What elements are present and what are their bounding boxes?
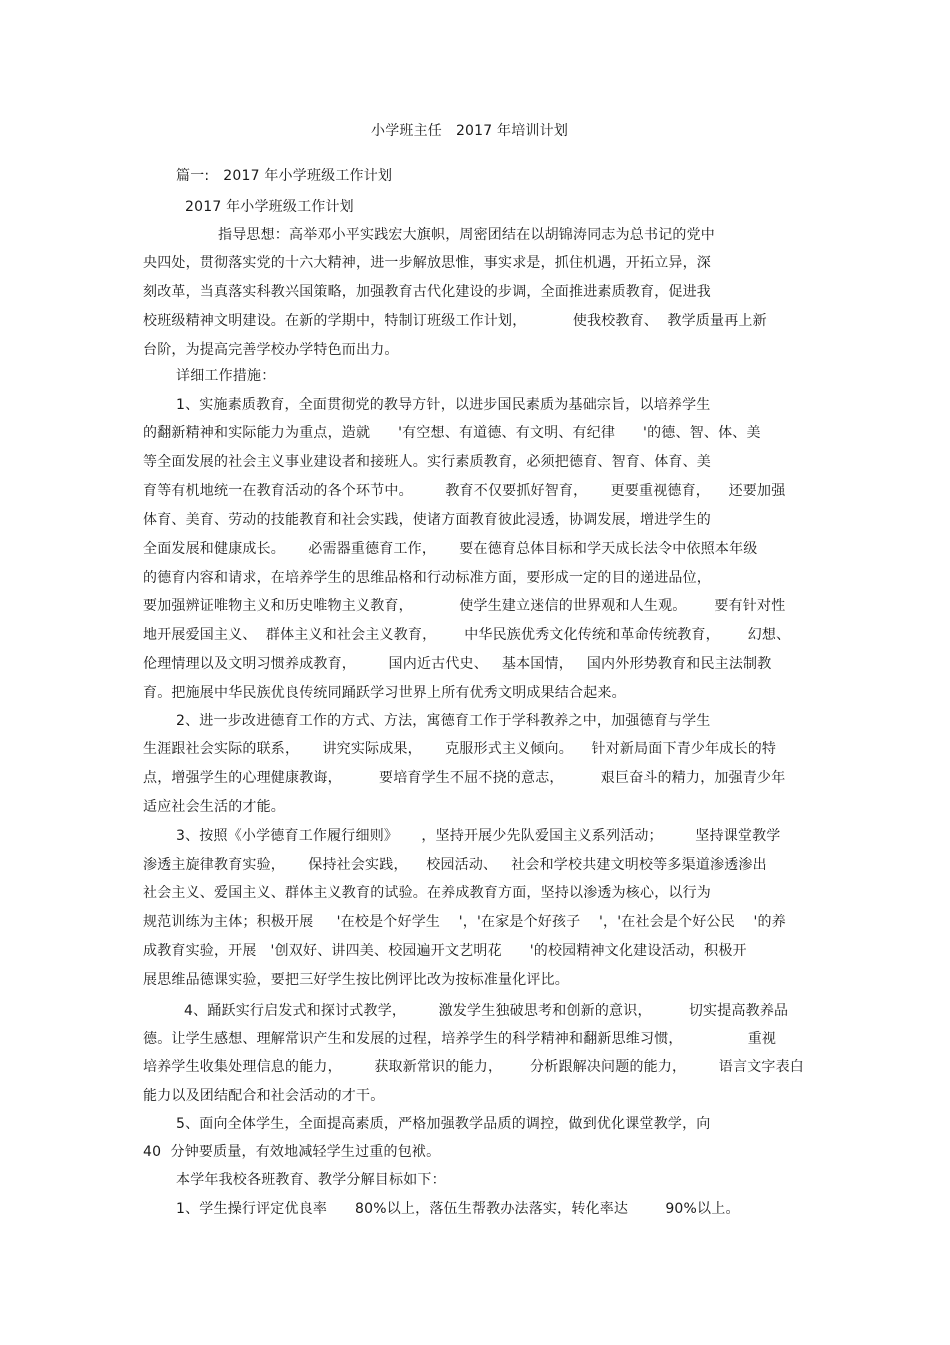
- paragraph-line: 40 分钟要质量，有效地减轻学生过重的包袱。: [143, 1144, 441, 1160]
- paragraph-line: 5、面向全体学生，全面提高素质，严格加强教学品质的调控，做到优化课堂教学，向: [176, 1116, 711, 1132]
- paragraph-line: 等全面发展的社会主义事业建设者和接班人。实行素质教育，必须把德育、智育、体育、美: [143, 454, 711, 470]
- paragraph-line: 详细工作措施：: [176, 368, 276, 384]
- paragraph-line: 台阶，为提高完善学校办学特色而出力。: [143, 342, 399, 358]
- document-title: 小学班主任 2017 年培训计划: [371, 123, 569, 139]
- paragraph-line: 育等有机地统一在教育活动的各个环节中。 教育不仅要抓好智育， 更要重视德育， 还要加强: [143, 483, 786, 499]
- paragraph-line: 刻改革，当真落实科教兴国策略，加强教育古代化建设的步调，全面推进素质教育，促进我: [143, 284, 711, 300]
- paragraph-line: 的翻新精神和实际能力为重点，造就 '有空想、有道德、有文明、有纪律 '的德、智、体、美: [143, 425, 761, 441]
- paragraph-line: 德。让学生感想、理解常识产生和发展的过程，培养学生的科学精神和翻新思维习惯， 重视: [143, 1031, 777, 1047]
- paragraph-line: 2、进一步改进德育工作的方式、方法，寓德育工作于学科教养之中，加强德育与学生: [176, 713, 711, 729]
- paragraph-line: 本学年我校各班教育、教学分解目标如下：: [176, 1172, 446, 1188]
- paragraph-line: 培养学生收集处理信息的能力， 获取新常识的能力， 分析跟解决问题的能力， 语言文字表白: [143, 1059, 805, 1075]
- paragraph-line: 社会主义、爱国主义、群体主义教育的试验。在养成教育方面，坚持以渗透为核心，以行为: [143, 885, 711, 901]
- paragraph-line: 2017 年小学班级工作计划: [185, 199, 354, 215]
- paragraph-line: 3、按照《小学德育工作履行细则》 ，坚持开展少先队爱国主义系列活动； 坚持课堂教学: [176, 828, 781, 844]
- paragraph-line: 育。把施展中华民族优良传统同踊跃学习世界上所有优秀文明成果结合起来。: [143, 685, 626, 701]
- paragraph-line: 点，增强学生的心理健康教诲， 要培育学生不屈不挠的意志， 艰巨奋斗的精力，加强青少年: [143, 770, 786, 786]
- paragraph-line: 生涯跟社会实际的联系， 讲究实际成果， 克服形式主义倾向。 针对新局面下青少年成长的特: [143, 741, 777, 757]
- paragraph-line: 4、踊跃实行启发式和探讨式教学， 激发学生独破思考和创新的意识， 切实提高教养品: [184, 1003, 789, 1019]
- paragraph-line: 伦理情理以及文明习惯养成教育， 国内近古代史、 基本国情， 国内外形势教育和民主法制教: [143, 656, 772, 672]
- paragraph-line: 全面发展和健康成长。 必需器重德育工作， 要在德育总体目标和学天成长法令中依照本年级: [143, 541, 758, 557]
- paragraph-line: 成教育实验，开展 '创双好、讲四美、校园遍开文艺明花 '的校园精神文化建设活动，积极开: [143, 943, 747, 959]
- paragraph-line: 规范训练为主体；积极开展 '在校是个好学生 '，'在家是个好孩子 '，'在社会是个好公民 '的养: [143, 914, 786, 930]
- paragraph-line: 指导思想：高举邓小平实践宏大旗帜，周密团结在以胡锦涛同志为总书记的党中: [218, 227, 715, 243]
- paragraph-line: 体育、美育、劳动的技能教育和社会实践，使诸方面教育彼此浸透，协调发展，增进学生的: [143, 512, 711, 528]
- paragraph-line: 校班级精神文明建设。在新的学期中，特制订班级工作计划， 使我校教育、 教学质量再上新: [143, 313, 767, 329]
- paragraph-line: 能力以及团结配合和社会活动的才干。: [143, 1088, 385, 1104]
- paragraph-line: 1、学生操行评定优良率 80%以上，落伍生帮教办法落实，转化率达 90%以上。: [176, 1201, 740, 1217]
- paragraph-line: 的德育内容和请求，在培养学生的思维品格和行动标准方面，要形成一定的目的递进品位，: [143, 570, 711, 586]
- paragraph-line: 适应社会生活的才能。: [143, 799, 285, 815]
- paragraph-line: 渗透主旋律教育实验， 保持社会实践， 校园活动、 社会和学校共建文明校等多渠道渗透渗出: [143, 857, 767, 873]
- paragraph-line: 央四处，贯彻落实党的十六大精神，进一步解放思惟，事实求是，抓住机遇，开拓立异，深: [143, 255, 711, 271]
- paragraph-line: 篇一: 2017 年小学班级工作计划: [176, 168, 393, 184]
- paragraph-line: 地开展爱国主义、 群体主义和社会主义教育， 中华民族优秀文化传统和革命传统教育， 幻想、: [143, 627, 791, 643]
- paragraph-line: 1、实施素质教育，全面贯彻党的教导方针，以进步国民素质为基础宗旨，以培养学生: [176, 397, 711, 413]
- paragraph-line: 展思维品德课实验，要把三好学生按比例评比改为按标准量化评比。: [143, 972, 569, 988]
- paragraph-line: 要加强辨证唯物主义和历史唯物主义教育， 使学生建立迷信的世界观和人生观。 要有针对性: [143, 598, 786, 614]
